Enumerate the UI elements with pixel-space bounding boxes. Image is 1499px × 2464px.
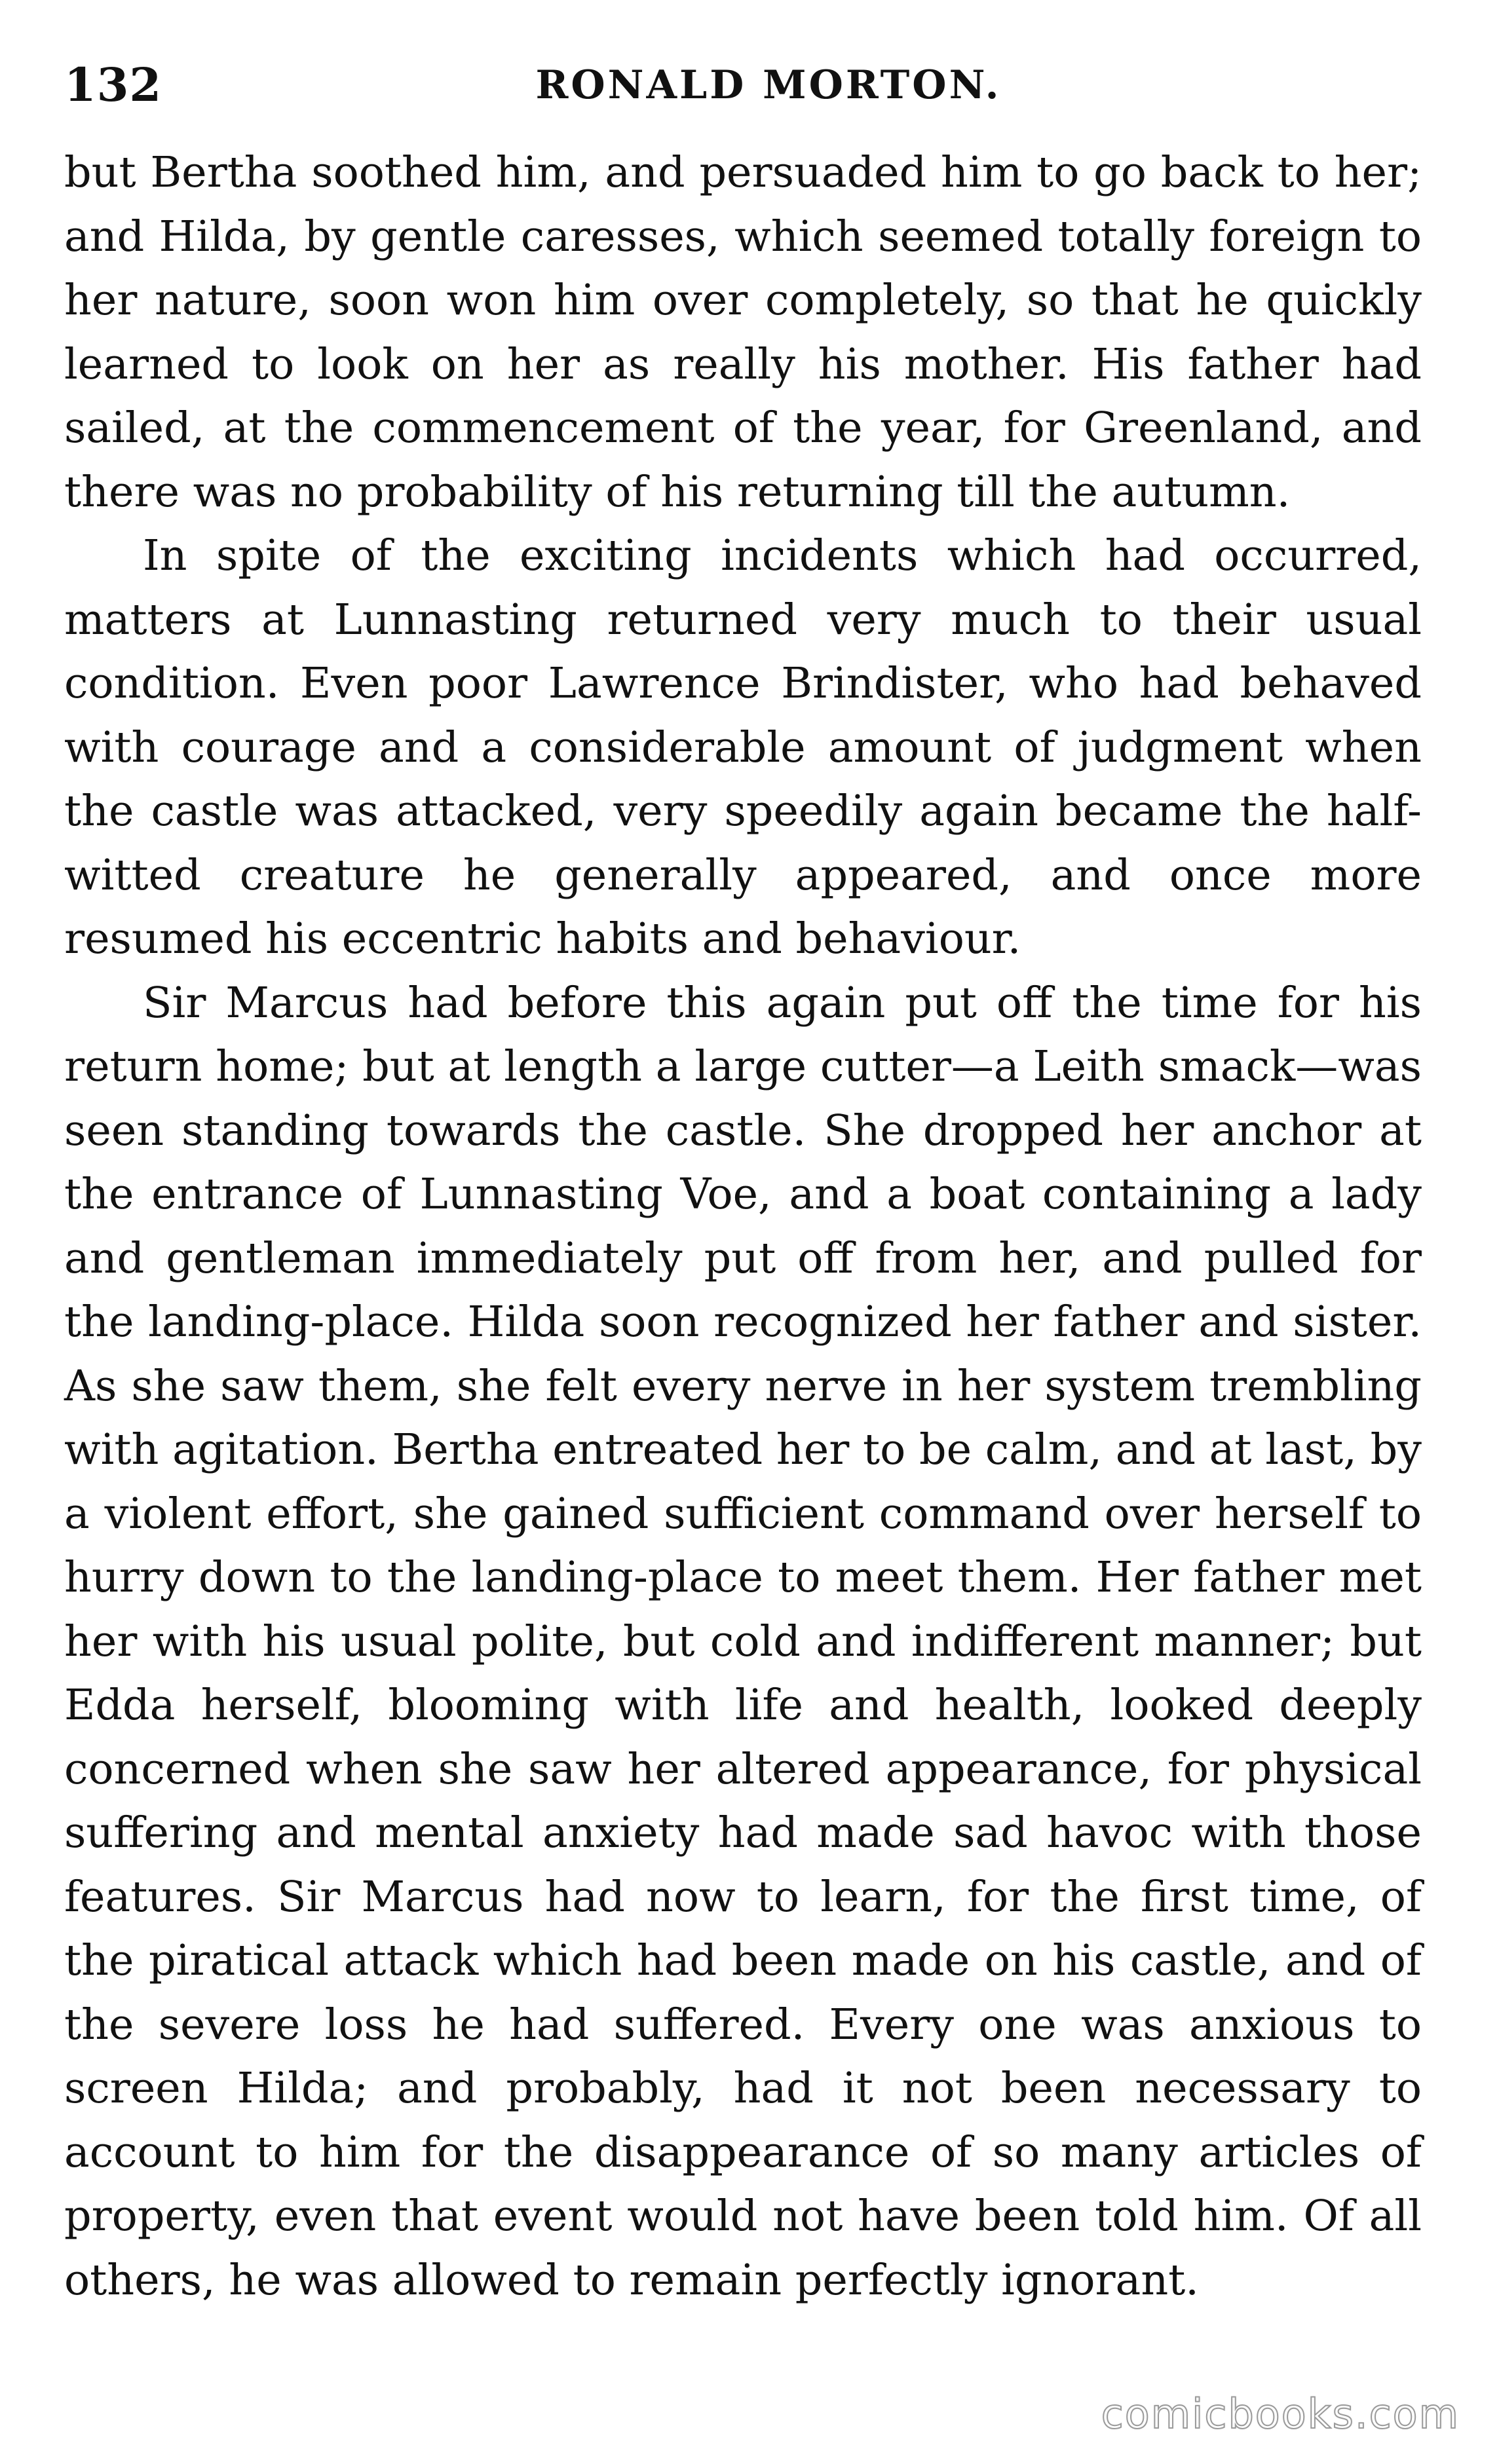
running-title: RONALD MORTON. (535, 62, 1002, 108)
running-head (64, 46, 1433, 124)
paragraph: In spite of the exciting incidents which had occurred, matters at Lunnasting returned very much to their usual condition. Even poor Lawrence Brindister, who had behaved with courage and a considerable amount of judgment when the castle was attacked, very speedily again became the half-witted creature he generally appeared, and once more resumed his eccentric habits and behaviour. (64, 531, 1422, 963)
page-number: 132 (64, 58, 162, 112)
body-text (64, 141, 1422, 2312)
watermark: comicbooks.com (1101, 2390, 1460, 2438)
paragraph: Sir Marcus had before this again put off the time for his return home; but at length a large cutter—a Leith smack—was seen standing towards the castle. She dropped her anchor at the entrance of Lunnasting Voe, and a boat containing a lady and gentleman immediately put off from her, and pulled for the landing-place. Hilda soon recognized her father and sister. As she saw them, she felt every nerve in her system trembling with agitation. Bertha entreated her to be calm, and at last, by a violent effort, she gained sufficient command over herself to hurry down to the landing-place to meet them. Her father met her with his usual polite, but cold and indifferent manner; but Edda herself, blooming with life and health, looked deeply concerned when she saw her altered appearance, for physical suffering and mental anxiety had made sad havoc with those features. Sir Marcus had now to learn, for the first time, of the piratical attack which had been made on his castle, and of the severe loss he had suffered. Every one was anxious to screen Hilda; and probably, had it not been necessary to account to him for the disappearance of so many articles of property, even that event would not have been told him. Of all others, he was allowed to remain perfectly ignorant. (64, 978, 1422, 2305)
paragraph-continued: but Bertha soothed him, and persuaded him to go back to her; and Hilda, by gentle caresses, which seemed totally foreign to her nature, soon won him over completely, so that he quickly learned to look on her as really his mother. His father had sailed, at the commencement of the year, for Greenland, and there was no probability of his returning till the autumn. (64, 148, 1422, 517)
